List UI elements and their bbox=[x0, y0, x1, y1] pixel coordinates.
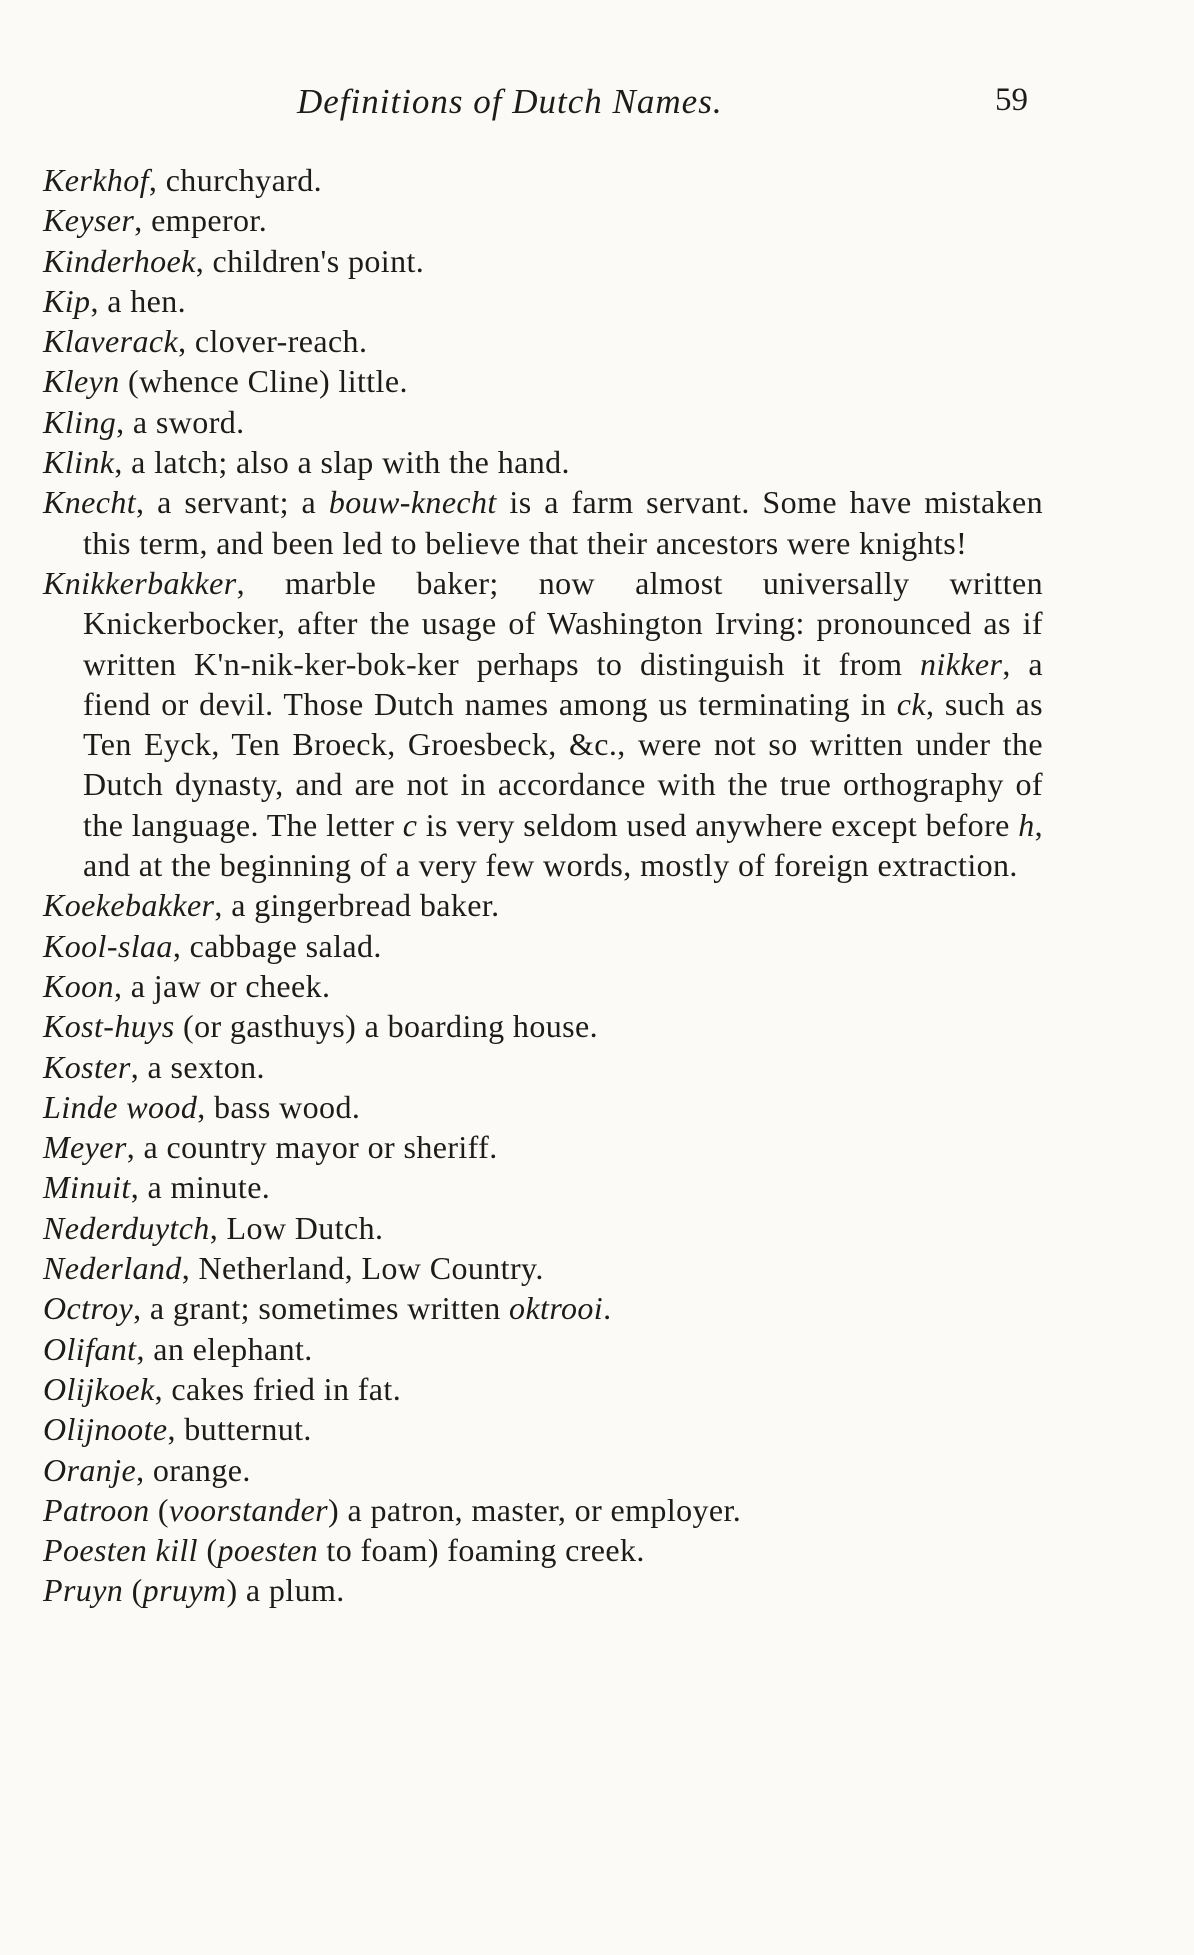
entry-term: Olijkoek bbox=[43, 1370, 155, 1407]
entry-italic-word: pruym bbox=[142, 1572, 227, 1609]
entry-definition: , such as Ten Eyck, Ten Broeck, Groesbeck, &c., were not so written under the Dutch dynasty, and are not in accordance with the true orthography of the language. The letter bbox=[83, 685, 1043, 843]
glossary-entry bbox=[43, 1288, 1043, 1328]
entry-definition: is a farm servant. Some have mistaken this term, and been led to believe that their ancestors were knights! bbox=[83, 484, 1044, 561]
entry-definition: to foam) foaming creek. bbox=[318, 1532, 645, 1569]
entry-italic-word: poesten bbox=[217, 1532, 319, 1569]
entry-definition: . bbox=[603, 1290, 612, 1327]
glossary-entry bbox=[43, 1087, 1043, 1127]
entry-term: Kerkhof bbox=[43, 162, 149, 198]
glossary-entry bbox=[43, 241, 1043, 281]
entry-definition: , a servant; a bbox=[136, 484, 329, 521]
entry-term: Knecht bbox=[43, 484, 137, 521]
glossary-entry bbox=[43, 966, 1043, 1006]
entry-term: Kleyn bbox=[43, 363, 120, 400]
entry-italic-word: voorstander bbox=[168, 1491, 329, 1528]
entry-term: Nederland bbox=[43, 1250, 182, 1287]
entry-definition: , bass wood. bbox=[197, 1088, 361, 1125]
glossary-entry bbox=[43, 1208, 1043, 1248]
entry-term: Koster bbox=[43, 1048, 131, 1085]
entry-definition: ) a plum. bbox=[226, 1572, 345, 1609]
entry-term: Knikkerbakker bbox=[43, 564, 237, 601]
entry-definition: , marble baker; now almost universally written Knickerbocker, after the usage of Washington Irving: pronounced as if written K'n-nik-ker-bok-ker perhaps to distinguish it from bbox=[83, 564, 1043, 682]
entry-definition: ) a patron, master, or employer. bbox=[328, 1491, 742, 1528]
entry-term: Olifant bbox=[43, 1330, 137, 1367]
entry-term: Meyer bbox=[43, 1129, 127, 1166]
glossary-entry bbox=[43, 1006, 1043, 1046]
glossary-entry bbox=[43, 1167, 1043, 1207]
entry-term: Kool-slaa bbox=[43, 927, 173, 964]
glossary-entry bbox=[43, 281, 1043, 321]
entry-italic-word: ck bbox=[896, 685, 926, 722]
glossary-list bbox=[43, 160, 1043, 1611]
entry-term: Kinderhoek bbox=[43, 242, 196, 279]
entry-definition: ( bbox=[123, 1572, 143, 1609]
entry-definition: , children's point. bbox=[195, 242, 425, 279]
entry-definition: , a sword. bbox=[116, 403, 245, 440]
entry-definition: , orange. bbox=[136, 1451, 251, 1488]
entry-term: Minuit bbox=[43, 1169, 131, 1206]
entry-term: Keyser bbox=[43, 202, 135, 239]
glossary-entry bbox=[43, 482, 1043, 563]
entry-term: Kling bbox=[43, 403, 117, 440]
entry-definition: , cabbage salad. bbox=[172, 927, 382, 964]
glossary-entry bbox=[43, 1530, 1043, 1570]
entry-term: Kost-huys bbox=[43, 1008, 175, 1045]
entry-definition: ( bbox=[149, 1491, 169, 1528]
entry-term: Klaverack bbox=[43, 323, 179, 360]
entry-definition: , an elephant. bbox=[136, 1330, 313, 1367]
entry-term: Pruyn bbox=[43, 1572, 124, 1609]
entry-italic-word: nikker bbox=[920, 645, 1003, 682]
entry-definition: , churchyard. bbox=[148, 162, 323, 198]
entry-definition: , a grant; sometimes written bbox=[133, 1290, 510, 1327]
entry-definition: , a hen. bbox=[90, 282, 187, 319]
glossary-entry bbox=[43, 1127, 1043, 1167]
glossary-entry bbox=[43, 885, 1043, 925]
entry-definition: , a fiend or devil. Those Dutch names among us terminating in bbox=[83, 645, 1044, 722]
entry-definition: , and at the beginning of a very few words, mostly of foreign extraction. bbox=[83, 806, 1044, 884]
entry-definition: (or gasthuys) a boarding house. bbox=[174, 1008, 598, 1045]
entry-term: Olijnoote bbox=[43, 1411, 168, 1448]
glossary-entry bbox=[43, 200, 1043, 240]
entry-definition: , a sexton. bbox=[130, 1048, 265, 1085]
glossary-entry bbox=[43, 160, 1043, 200]
entry-italic-word: bouw-knecht bbox=[328, 484, 497, 521]
glossary-entry bbox=[43, 1248, 1043, 1288]
glossary-entry bbox=[43, 1490, 1043, 1530]
glossary-entry bbox=[43, 361, 1043, 401]
entry-term: Koekebakker bbox=[43, 887, 215, 924]
entry-definition: is very seldom used anywhere except before bbox=[417, 806, 1019, 843]
entry-term: Kip bbox=[43, 282, 91, 319]
entry-definition: , cakes fried in fat. bbox=[154, 1370, 402, 1407]
entry-italic-word: h bbox=[1018, 806, 1035, 843]
entry-term: Octroy bbox=[43, 1290, 134, 1327]
entry-italic-word: c bbox=[402, 806, 418, 843]
glossary-entry bbox=[43, 442, 1043, 482]
entry-term: Nederduytch bbox=[43, 1209, 210, 1246]
entry-definition: ( bbox=[197, 1532, 218, 1569]
entry-italic-word: oktrooi bbox=[509, 1290, 604, 1327]
entry-definition: , Netherland, Low Country. bbox=[181, 1250, 544, 1287]
running-title: Definitions of Dutch Names. bbox=[297, 82, 723, 121]
glossary-entry bbox=[43, 1570, 1043, 1610]
entry-term: Oranje bbox=[43, 1451, 137, 1488]
entry-definition: , Low Dutch. bbox=[209, 1209, 384, 1246]
entry-definition: , a jaw or cheek. bbox=[113, 967, 331, 1004]
glossary-entry bbox=[43, 563, 1043, 885]
entry-definition: , butternut. bbox=[167, 1411, 312, 1448]
entry-term: Patroon bbox=[43, 1491, 150, 1528]
glossary-entry bbox=[43, 926, 1043, 966]
glossary-entry bbox=[43, 1450, 1043, 1490]
glossary-entry bbox=[43, 321, 1043, 361]
page-number: 59 bbox=[995, 82, 1028, 118]
entry-term: Koon bbox=[43, 967, 114, 1004]
entry-definition: , emperor. bbox=[134, 202, 268, 239]
glossary-entry bbox=[43, 1047, 1043, 1087]
entry-definition: , a gingerbread baker. bbox=[214, 887, 500, 924]
page-header bbox=[0, 82, 1194, 132]
entry-term: Linde wood bbox=[43, 1088, 198, 1125]
entry-definition: , clover-reach. bbox=[178, 323, 368, 360]
glossary-entry bbox=[43, 402, 1043, 442]
glossary-entry bbox=[43, 1369, 1043, 1409]
entry-definition: , a country mayor or sheriff. bbox=[126, 1129, 498, 1166]
glossary-entry bbox=[43, 1409, 1043, 1449]
entry-definition: , a minute. bbox=[130, 1169, 271, 1206]
entry-term: Poesten kill bbox=[43, 1532, 198, 1569]
entry-term: Klink bbox=[43, 444, 115, 481]
entry-definition: (whence Cline) little. bbox=[119, 363, 408, 400]
glossary-entry bbox=[43, 1329, 1043, 1369]
entry-definition: , a latch; also a slap with the hand. bbox=[114, 444, 570, 481]
